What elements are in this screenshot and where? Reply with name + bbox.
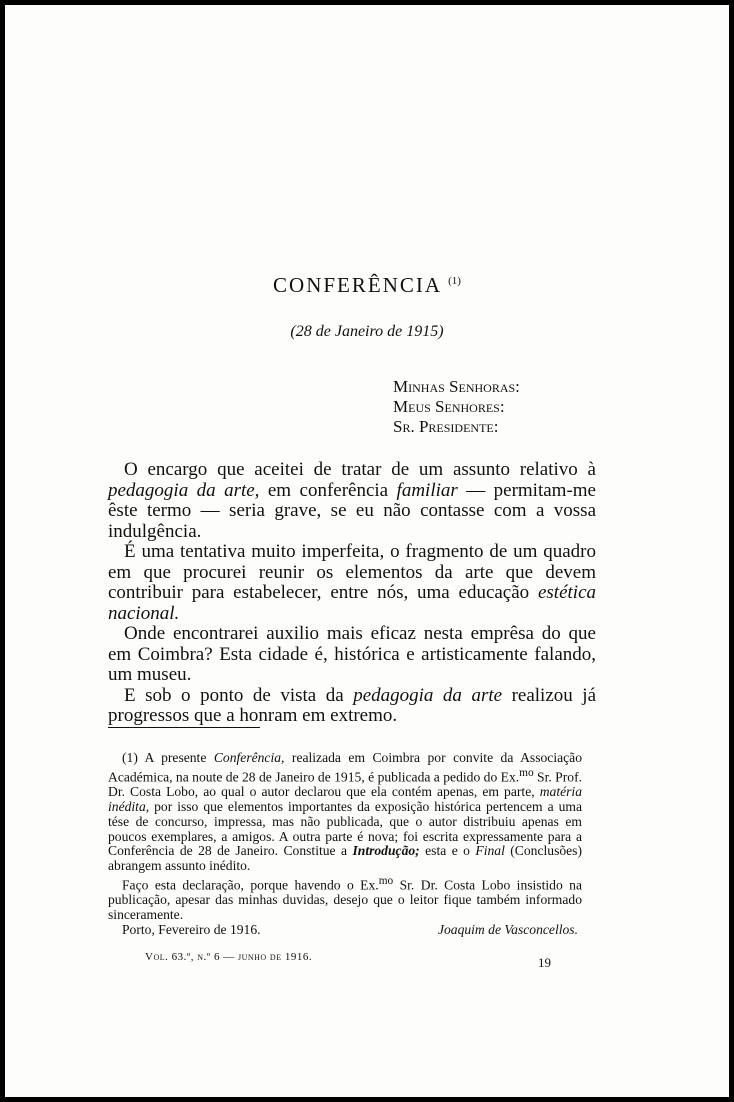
text-run: realizou já progressos que a honram em extremo. [108, 684, 597, 726]
text-run: — permitam-me êste termo — seria grave, se eu não contasse com a vossa indulgência. [108, 479, 596, 542]
italic-run: familiar [396, 479, 458, 501]
page-footer [145, 951, 551, 970]
text-run: (1) A presente [122, 750, 214, 765]
author-signature: Joaquim de Vasconcellos. [437, 921, 578, 937]
conference-date: (28 de Janeiro de 1915) [290, 323, 444, 340]
text-run: Sr. Prof. Dr. Costa Lobo, ao qual o autor declarou que ela contém apenas, em parte, [108, 769, 582, 800]
salutation-block [393, 377, 520, 437]
italic-run: Final [475, 843, 505, 859]
signature-line [108, 923, 582, 938]
superscript: mo [378, 874, 394, 887]
footnote-divider [108, 727, 260, 728]
paragraph-2 [108, 542, 596, 624]
italic-run: pedagogia da arte [353, 684, 503, 706]
footnote-paragraph-1 [108, 751, 582, 874]
text-run: realizada em Coimbra por convite da Associação Académica, na noute de 28 de Janeiro de 1915, é publicada a pedido do Ex. [108, 750, 582, 785]
salutation-line: Sr. Presidente: [393, 417, 499, 436]
text-run: O encargo que aceitei de tratar de um assunto relativo à [124, 459, 596, 480]
footnote-paragraph-2 [108, 874, 582, 923]
text-run: Sr. Dr. Costa Lobo insistido na publicação, apesar das minhas duvidas, desejo que o leitor fique também informado sinceramente. [108, 877, 582, 923]
place-date: Porto, Fevereiro de 1916. [122, 921, 261, 937]
text-run: esta e o [419, 843, 476, 859]
footnote-reference: (1) [448, 275, 461, 287]
text-run: em conferência [259, 479, 397, 501]
italic-run: estética nacional. [108, 582, 596, 624]
page-title [5, 273, 729, 298]
volume-info: Vol. 63.º, n.º 6 — junho de 1916. [145, 951, 313, 963]
bold-italic-run: Introdução; [352, 843, 420, 859]
salutation-line: Minhas Senhoras: [393, 377, 520, 396]
text-run: E sob o ponto de vista da [124, 684, 354, 706]
title-text: CONFERÊNCIA [273, 273, 441, 297]
text-run: (Conclusões) abrangem assunto inédito. [108, 843, 583, 874]
salutation-line: Meus Senhores: [393, 397, 505, 416]
footnote [108, 751, 582, 938]
body-text [108, 460, 596, 727]
text-run: É uma tentativa muito imperfeita, o fragmento de um quadro em que procurei reunir os elementos da arte que devem contribuir para estabelecer, entre nós, uma educação [108, 541, 596, 603]
paragraph-4 [108, 686, 596, 727]
paragraph-1 [108, 460, 596, 542]
text-run: por isso que elementos importantes da exposição histórica pertencem a uma tése de concurso, impressa, mas não publicada, que o autor distribuiu apenas em poucos exemplares, a amigos. A outra parte é nova; foi escrita expressamente para a Conferência de 28 de Janeiro. Constitue a [108, 798, 582, 859]
superscript: mo [519, 766, 534, 779]
italic-run: Conferência, [213, 750, 285, 765]
page-number: 19 [538, 955, 551, 970]
paragraph-3: Onde encontrarei auxilio mais eficaz nesta emprêsa do que em Coimbra? Esta cidade é, histórica e artisticamente falando, um museu. [108, 623, 596, 685]
italic-run: pedagogia da arte, [108, 479, 260, 501]
italic-run: matéria inédita, [108, 784, 582, 814]
text-run: Faço esta declaração, porque havendo o Ex. [122, 877, 379, 893]
